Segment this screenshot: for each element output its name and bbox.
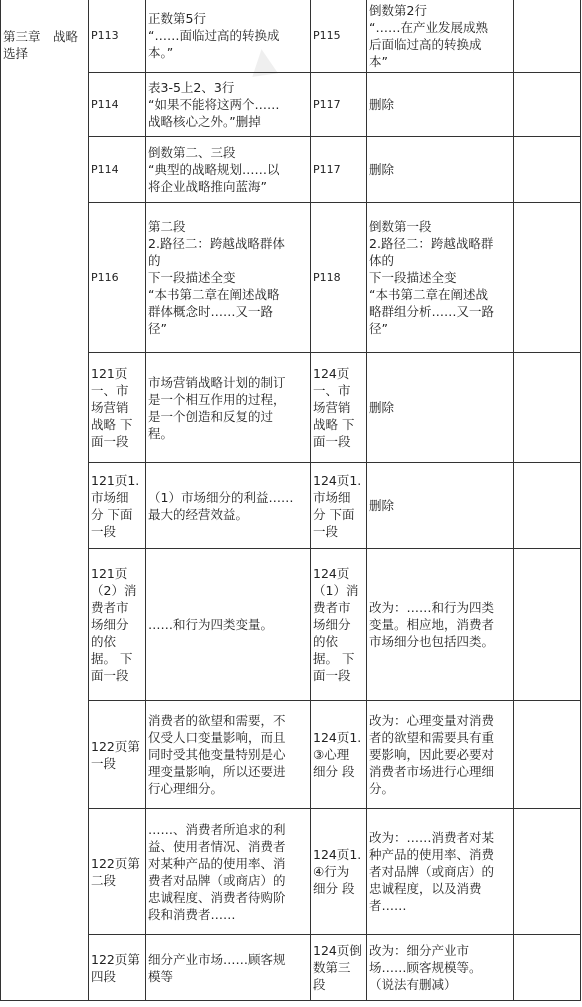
cell-line: 倒数第2行 [369,2,427,18]
cell-line: 124页1. [313,847,362,862]
remark-cell [514,0,581,73]
old-page-cell [89,701,146,809]
old-content-cell [146,463,311,549]
cell-line: 124页 [313,566,350,581]
cell-line: 121页 [91,566,128,581]
cell-line: 124页1. [313,730,362,745]
new-content-cell [367,935,514,1001]
cell-line: 一段 [313,523,339,539]
cell-line: 将企业战略推向蓝海” [148,179,267,194]
cell-line: 场营销 [313,400,351,415]
cell-line: “典型的战略规划……以 [148,162,280,177]
old-content-cell [146,353,311,463]
cell-line: （说法有删减） [369,977,457,992]
cell-line: 124页1. [313,472,362,488]
cell-line: 删除 [369,400,395,415]
new-page-cell [311,0,367,73]
old-page-cell [89,203,146,353]
cell-line: 一、市 [313,383,351,398]
old-page-cell [89,935,146,1001]
cell-line: 细分 段 [313,764,355,779]
cell-line: 删除 [369,162,395,177]
cell-line: 改为：……和行为四类 [369,600,495,615]
cell-line: 的依 [91,634,117,649]
cell-line: 面一段 [313,434,351,449]
cell-line: 的 [148,253,161,268]
new-content-cell [367,73,514,137]
old-page-cell [89,463,146,549]
cell-line: 细分 段 [313,881,355,896]
cell-line: 战略核心之外。”删掉 [148,114,261,129]
remark-cell [514,353,581,463]
new-content-cell [367,353,514,463]
old-content-cell [146,137,311,203]
new-page-cell [311,809,367,935]
cell-line: “本书第二章在阐述战略 [148,287,280,302]
cell-line: 2.路径二：跨越战略群 [369,236,494,251]
cell-line: 122页第 [91,738,140,754]
cell-line: 数第三 [313,960,351,975]
cell-line: 者的欲望和需要具有重 [369,730,495,745]
remark-cell [514,137,581,203]
cell-line: 战略 下 [91,417,133,432]
new-content-cell [367,549,514,701]
cell-line: “本书第二章在阐述战 [369,287,488,302]
new-page-cell [311,203,367,353]
cell-line: “……在产业发展成熟 [369,19,488,35]
cell-line: 同时受其他变量特别是心 [148,747,286,762]
cell-line: 益、使用者情况、消费者 [148,838,286,854]
table-row [1,0,581,73]
cell-line: P115 [313,29,341,42]
cell-line: 124页倒 [313,943,362,958]
cell-line: 下一段描述全变 [148,270,236,285]
cell-line: 段和消费者…… [148,906,236,922]
cell-line: 改为：……消费者对某 [369,830,495,845]
new-content-cell [367,463,514,549]
cell-line: 市场细 [91,489,129,505]
cell-line: 据。 下 [313,651,355,666]
new-page-cell [311,549,367,701]
cell-line: （1）市场细分的利益…… [148,489,294,505]
cell-line: 二段 [91,872,117,888]
old-content-cell [146,935,311,1001]
cell-line: 段 [313,977,326,992]
cell-line: 面一段 [91,434,129,449]
old-content-cell [146,701,311,809]
new-page-cell [311,137,367,203]
old-content-cell [146,203,311,353]
cell-line: 改为：心理变量对消费 [369,713,495,728]
cell-line: 场细分 [91,617,129,632]
cell-line: 的依 [313,634,339,649]
cell-line: 四段 [91,968,117,984]
cell-line: 径” [148,321,167,336]
cell-line: 径” [369,321,388,336]
cell-line: 删除 [369,97,395,112]
cell-line: ③心理 [313,747,350,762]
cell-line: 倒数第二、三段 [148,145,236,160]
cell-line: P117 [313,98,341,111]
cell-line: P114 [91,98,119,111]
cell-line: P118 [313,271,341,284]
cell-line: 群体概念时……又一路 [148,304,274,319]
cell-line: ……、消费者所追求的利 [148,821,286,837]
new-page-cell [311,701,367,809]
cell-line: 体的 [369,253,395,268]
cell-line: 场细分 [313,617,351,632]
cell-line: 正数第5行 [148,11,206,26]
cell-line: P114 [91,163,119,176]
cell-line: 倒数第一段 [369,219,432,234]
old-page-cell [89,73,146,137]
cell-line: 略群组分析……又一路 [369,304,495,319]
cell-line: 程。 [148,425,174,441]
old-content-cell [146,549,311,701]
cell-line: 删除 [369,498,395,513]
remark-cell [514,73,581,137]
cell-line: 仅受人口变量影响，而且 [148,730,286,745]
cell-line: 121页 [91,366,128,381]
cell-line: 理变量影响，所以还要进 [148,764,286,779]
cell-line: 124页 [313,366,350,381]
old-page-cell [89,809,146,935]
watermark: ▲ [247,38,279,82]
cell-line: 面一段 [91,668,129,683]
cell-line: ④行为 [313,864,350,879]
old-content-cell [146,0,311,73]
cell-line: P116 [91,271,119,284]
cell-line: 改为：细分产业市 [369,943,470,958]
new-content-cell [367,203,514,353]
cell-line: 者对品牌（或商店）的 [369,864,495,879]
cell-line: 面一段 [313,668,351,683]
cell-line: 要影响，因此要必要对 [369,747,495,762]
cell-line: 忠诚程度、消费者待购阶 [148,889,286,905]
cell-line: 121页1. [91,472,140,488]
remark-cell [514,935,581,1001]
cell-line: 费者对品牌（或商店）的 [148,872,286,888]
old-content-cell [146,809,311,935]
cell-line: “……面临过高的转换成 [148,28,280,43]
cell-line: 消费者市场进行心理细 [369,764,495,779]
cell-line: 分 下面 [313,506,355,522]
cell-line: 122页第 [91,951,140,967]
cell-line: P117 [313,163,341,176]
new-page-cell [311,463,367,549]
remark-cell [514,463,581,549]
cell-line: 122页第 [91,855,140,871]
cell-line: 变量。相应地，消费者 [369,617,495,632]
cell-line: ……和行为四类变量。 [148,617,274,632]
cell-line: P113 [91,29,119,42]
new-page-cell [311,935,367,1001]
cell-line: 是一个创造和反复的过 [148,408,274,424]
new-page-cell [311,73,367,137]
cell-line: 分 下面 [91,506,133,522]
cell-line: 场营销 [91,400,129,415]
remark-cell [514,549,581,701]
cell-line: 分。 [369,781,395,796]
cell-line: 下一段描述全变 [369,270,457,285]
cell-line: （1）消 [313,583,359,598]
chapter-cell [1,0,89,1001]
cell-line: 第二段 [148,219,186,234]
cell-line: 费者市 [91,600,129,615]
remark-cell [514,203,581,353]
new-page-cell [311,353,367,463]
new-content-cell [367,0,514,73]
cell-line: 市场细 [313,489,351,505]
new-content-cell [367,809,514,935]
cell-line: 忠诚程度，以及消费 [369,881,482,896]
cell-line: 行心理细分。 [148,781,224,796]
old-page-cell [89,0,146,73]
cell-line: 一段 [91,755,117,771]
cell-line: 表3-5上2、3行 [148,80,235,95]
cell-line: 市场营销战略计划的制订 [148,374,286,390]
cell-line: 市场细分也包括四类。 [369,634,495,649]
cell-line: 本” [369,53,388,69]
old-page-cell [89,137,146,203]
cell-line: 据。 下 [91,651,133,666]
cell-line: （2）消 [91,583,137,598]
chapter-label: 第三章 战略选择 [3,28,79,61]
old-page-cell [89,353,146,463]
cell-line: “如果不能将这两个…… [148,97,280,112]
cell-line: 对某种产品的使用率、消 [148,855,286,871]
old-page-cell [89,549,146,701]
old-content-cell [146,73,311,137]
cell-line: 种产品的使用率、消费 [369,847,495,862]
cell-line: 本。” [148,45,174,60]
cell-line: 模等 [148,968,174,984]
cell-line: 是一个相互作用的过程， [148,391,286,407]
cell-line: 后面临过高的转换成 [369,36,482,52]
cell-line: 细分产业市场……顾客规 [148,951,286,967]
cell-line: 者…… [369,898,407,913]
cell-line: 消费者的欲望和需要，不 [148,713,286,728]
cell-line: 一、市 [91,383,129,398]
cell-line: 战略 下 [313,417,355,432]
cell-line: 最大的经营效益。 [148,506,249,522]
cell-line: 费者市 [313,600,351,615]
cell-line: 场……顾客规模等。 [369,960,482,975]
cell-line: 2.路径二：跨越战略群体 [148,236,285,251]
remark-cell [514,701,581,809]
new-content-cell [367,137,514,203]
cell-line: 一段 [91,523,117,539]
new-content-cell [367,701,514,809]
remark-cell [514,809,581,935]
